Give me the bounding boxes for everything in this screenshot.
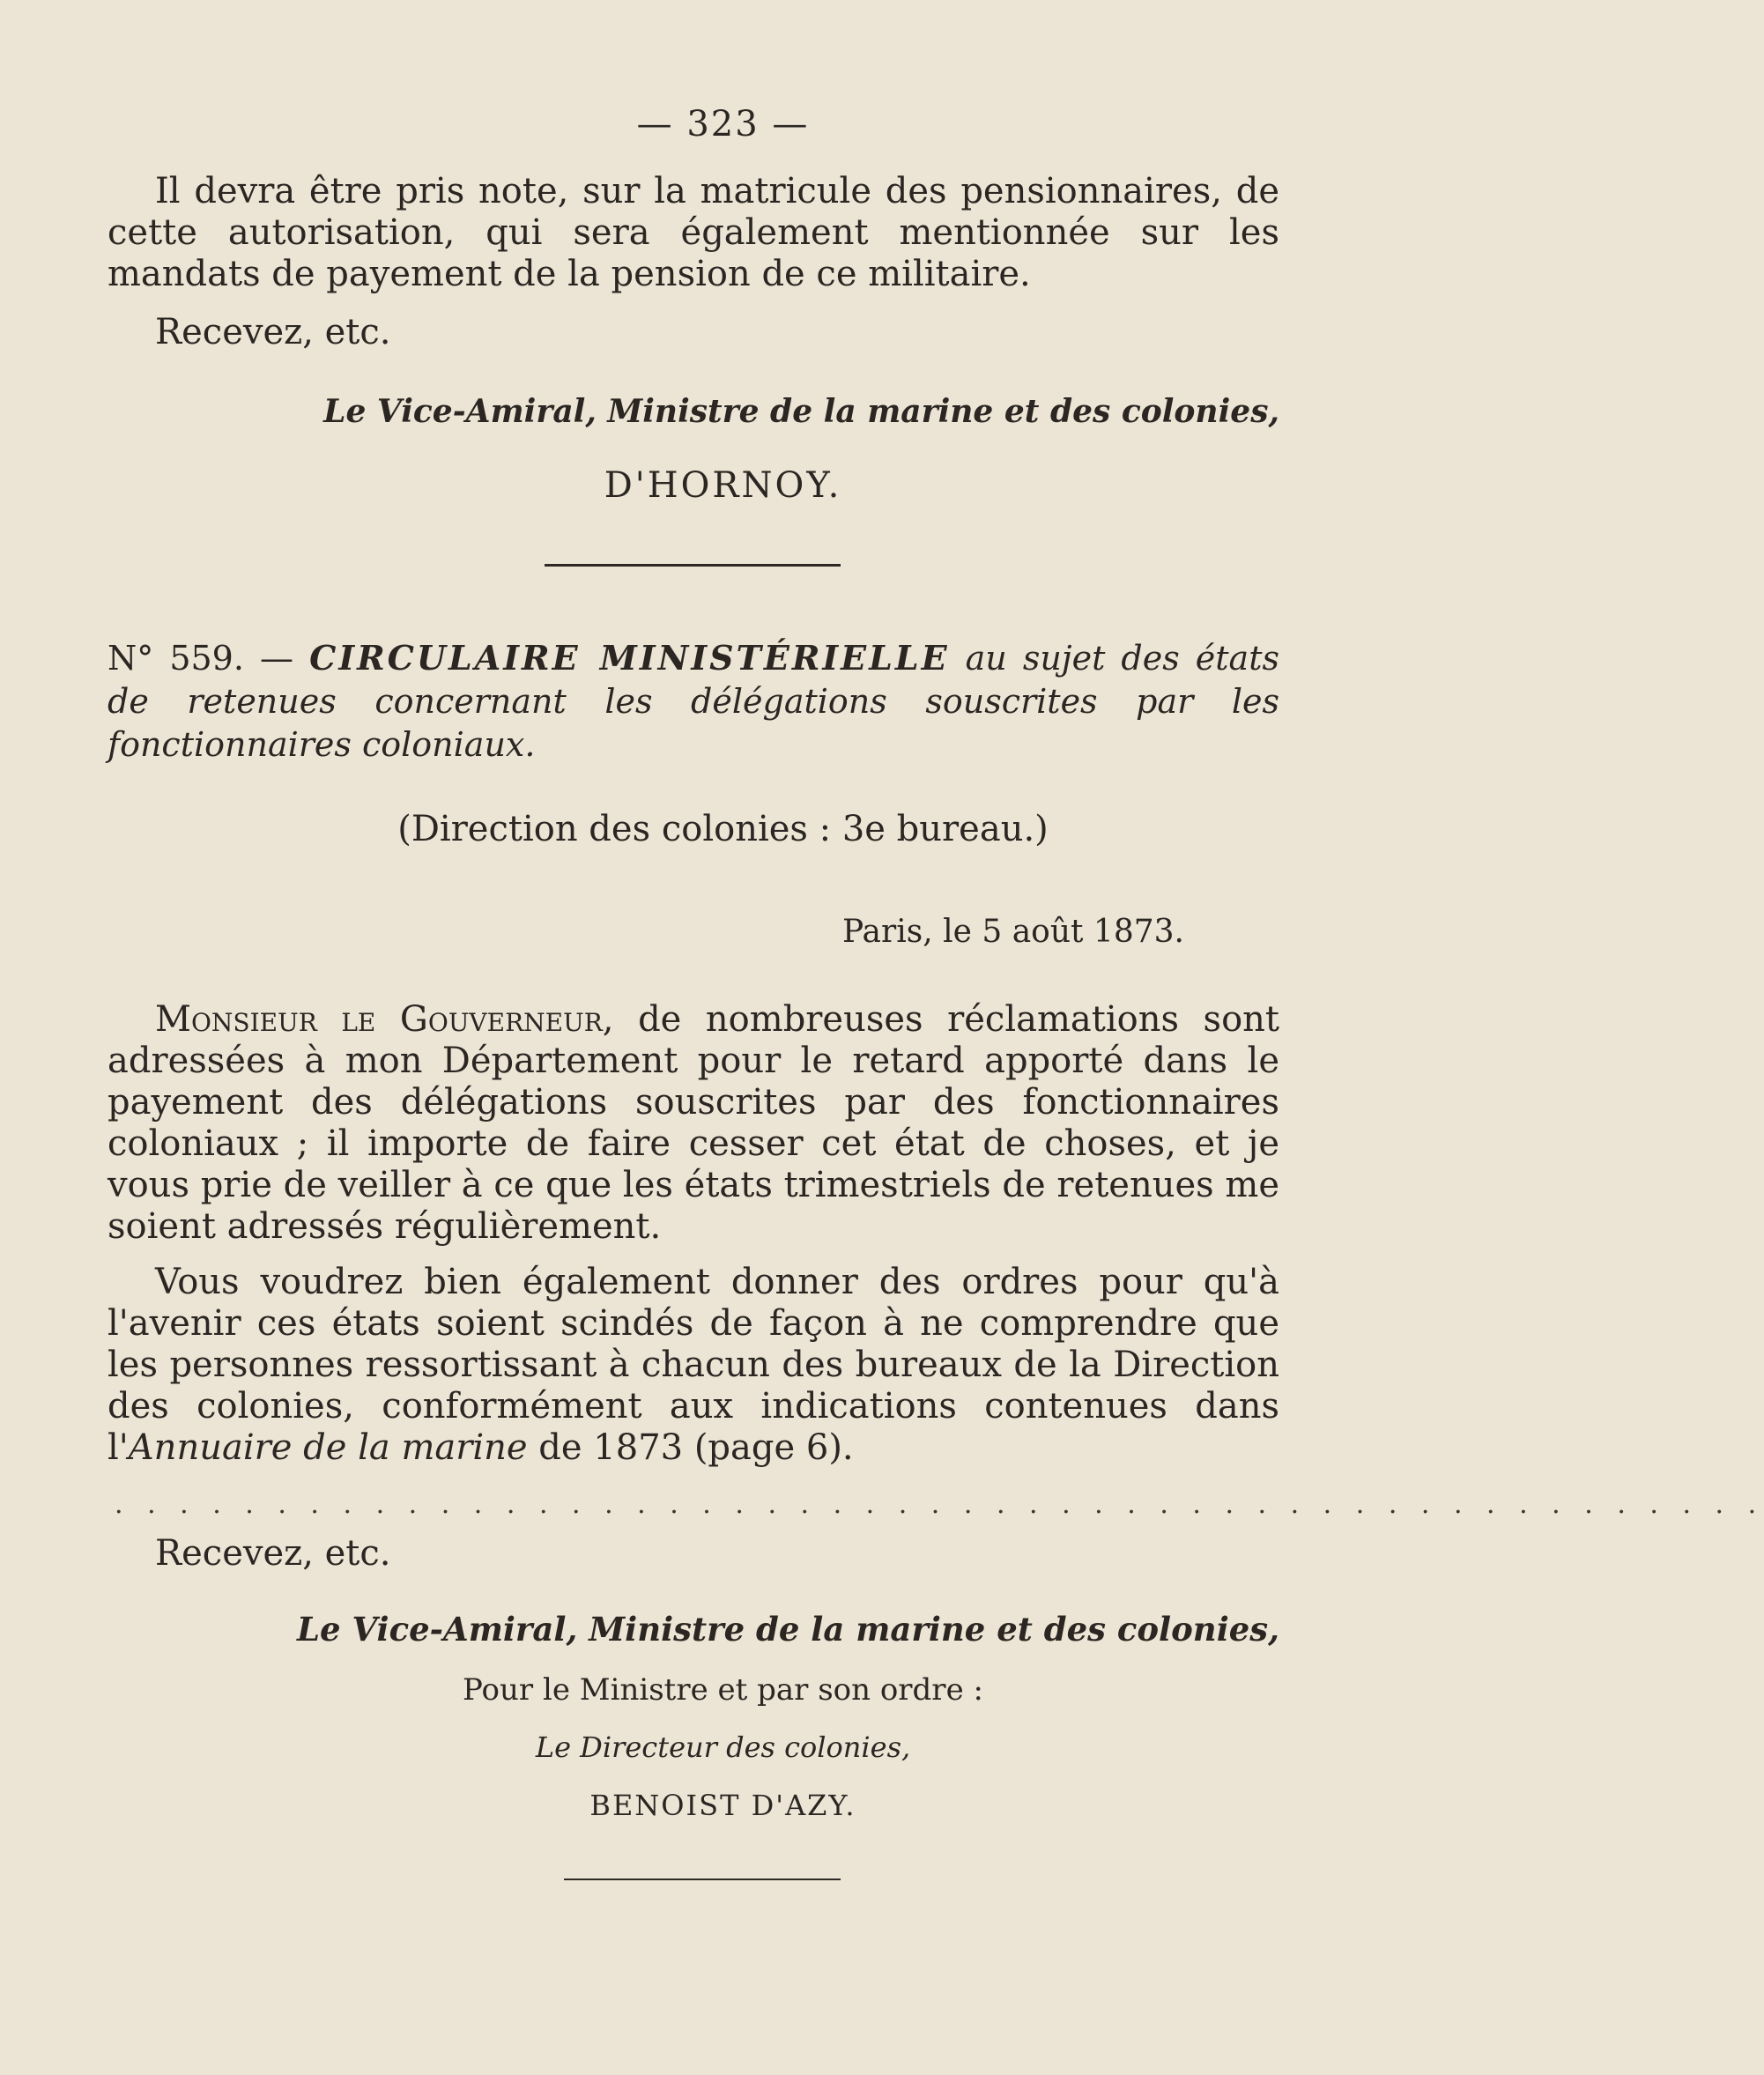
- director-title: Le Directeur des colonies,: [535, 1730, 911, 1764]
- salutation: Monsieur le Gouverneur,: [155, 999, 614, 1040]
- circular-heading: [107, 636, 1279, 767]
- circular-paragraph2-end: de 1873 (page 6).: [527, 1427, 854, 1468]
- section2-signatory-title: Le Vice-Amiral, Ministre de la marine et des colonies,: [297, 1610, 1279, 1649]
- circular-body-p1: [107, 999, 1279, 1248]
- section2-closing-block: [107, 1533, 1279, 1575]
- circular-title-lead: CIRCULAIRE MINISTÉRIELLE: [309, 638, 950, 678]
- section1-signatory-title: Le Vice-Amiral, Ministre de la marine et des colonies,: [323, 393, 1279, 430]
- page-number: — 323 —: [636, 104, 810, 145]
- circular-number: N° 559. —: [107, 639, 293, 678]
- section1-paragraph: Il devra être pris note, sur la matricule des pensionnaires, de cette autorisation, qui sera également mentionnée sur les mandats de payement de la pension de ce militaire.: [107, 171, 1279, 294]
- section-divider: [545, 564, 841, 567]
- ellipsis-line: . . . . . . . . . . . . . . . . . . . . . . . . . . . . . . . . . . . . . . . . . . . . . . . . . . .: [115, 1489, 1764, 1520]
- circular-paragraph2-start: Vous voudrez bien également donner des ordres pour qu'à l'avenir ces états soient scindés de façon à ne comprendre que les personnes ressortissant à chacun des bureaux de la Direction des colonies, conformément aux indications contenues dans l': [107, 1262, 1279, 1468]
- circular-paragraph1: de nombreuses réclamations sont adressées à mon Département pour le retard apporté dans le payement des délégations souscrites par des fonctionnaires coloniaux ; il importe de faire cesser cet état de choses, et je vous prie de veiller à ce que les états trimestriels de retenues me soient adressés régulièrement.: [107, 999, 1279, 1247]
- on-behalf-line: Pour le Ministre et par son ordre :: [463, 1672, 983, 1708]
- dateline: Paris, le 5 août 1873.: [841, 914, 1184, 950]
- circular-title-rest: au sujet des états de retenues concernant les délégations souscrites par les fonctionnaires coloniaux.: [107, 639, 1279, 764]
- director-name: BENOIST D'AZY.: [589, 1789, 856, 1822]
- section2-closing: Recevez, etc.: [155, 1533, 391, 1574]
- section1-signatory-name: D'HORNOY.: [604, 465, 842, 506]
- end-divider: [564, 1879, 841, 1880]
- direction-line: (Direction des colonies : 3e bureau.): [397, 809, 1049, 849]
- section1-closing: Recevez, etc.: [155, 312, 391, 352]
- annuaire-title: Annuaire de la marine: [128, 1427, 528, 1468]
- circular-body-p2: [107, 1262, 1279, 1469]
- section1-closing-block: [107, 312, 1279, 353]
- section1-paragraph-block: [107, 171, 1279, 295]
